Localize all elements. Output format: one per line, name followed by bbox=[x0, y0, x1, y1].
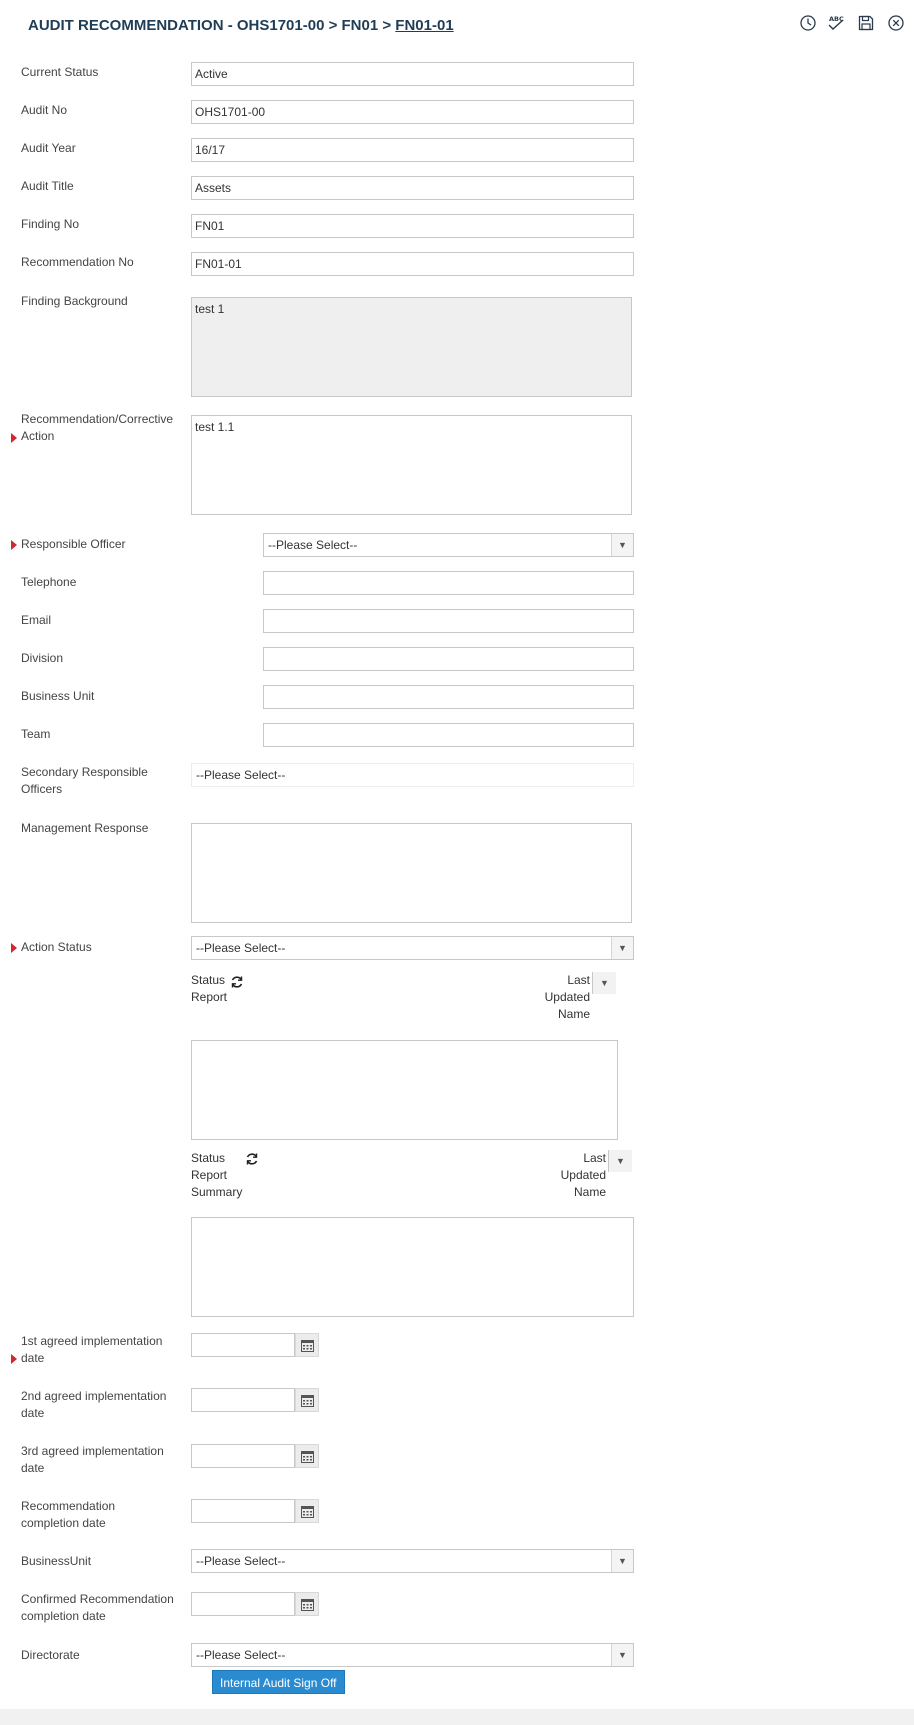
recommendation-no-field[interactable]: FN01-01 bbox=[191, 252, 634, 276]
required-marker bbox=[11, 1354, 17, 1364]
responsible-officer-value: --Please Select-- bbox=[268, 538, 358, 552]
chevron-down-icon[interactable]: ▼ bbox=[611, 937, 633, 959]
finding-background-textarea[interactable]: test 1 bbox=[191, 297, 632, 397]
calendar-icon[interactable] bbox=[295, 1333, 319, 1357]
spellcheck-icon[interactable] bbox=[826, 13, 846, 33]
chevron-down-icon[interactable]: ▼ bbox=[592, 972, 616, 994]
current-status-label: Current Status bbox=[21, 65, 99, 79]
confirmed-completion-date-label: Confirmed Recommendation completion date bbox=[21, 1592, 174, 1623]
secondary-officers-label: Secondary Responsible Officers bbox=[21, 765, 148, 796]
audit-title-label: Audit Title bbox=[21, 179, 74, 193]
audit-year-field[interactable]: 16/17 bbox=[191, 138, 634, 162]
management-response-label: Management Response bbox=[21, 821, 149, 835]
audit-no-field[interactable]: OHS1701-00 bbox=[191, 100, 634, 124]
responsible-officer-select[interactable] bbox=[263, 533, 634, 557]
completion-date-label: Recommendation completion date bbox=[21, 1499, 116, 1530]
finding-no-label: Finding No bbox=[21, 217, 80, 231]
division-field[interactable] bbox=[263, 647, 634, 671]
calendar-icon[interactable] bbox=[295, 1499, 319, 1523]
audit-year-label: Audit Year bbox=[21, 141, 76, 155]
calendar-icon[interactable] bbox=[295, 1444, 319, 1468]
chevron-down-icon[interactable]: ▼ bbox=[611, 534, 633, 556]
responsible-officer-label: Responsible Officer bbox=[21, 537, 126, 551]
telephone-label: Telephone bbox=[21, 575, 77, 589]
business-unit-label: Business Unit bbox=[21, 689, 95, 703]
email-label: Email bbox=[21, 613, 52, 627]
status-report-column-header[interactable]: Status Report bbox=[191, 973, 228, 1004]
secondary-officers-multiselect[interactable]: --Please Select-- bbox=[191, 763, 634, 787]
team-label: Team bbox=[21, 727, 51, 741]
team-field[interactable] bbox=[263, 723, 634, 747]
second-implementation-date-input[interactable] bbox=[191, 1388, 295, 1412]
action-status-label: Action Status bbox=[21, 940, 92, 954]
required-marker bbox=[11, 540, 17, 550]
second-implementation-date-label: 2nd agreed implementation date bbox=[21, 1389, 167, 1420]
completion-date-input[interactable] bbox=[191, 1499, 295, 1523]
status-report-summary-grid[interactable] bbox=[191, 1217, 634, 1317]
page-title bbox=[28, 17, 454, 34]
business-unit-select-label: BusinessUnit bbox=[21, 1554, 92, 1568]
action-status-value: --Please Select-- bbox=[196, 941, 286, 955]
page-header bbox=[0, 0, 914, 50]
audit-no-label: Audit No bbox=[21, 103, 68, 117]
division-label: Division bbox=[21, 651, 64, 665]
business-unit-field[interactable] bbox=[263, 685, 634, 709]
status-report-grid[interactable] bbox=[191, 1040, 618, 1140]
third-implementation-date-label: 3rd agreed implementation date bbox=[21, 1444, 164, 1475]
first-implementation-date-label: 1st agreed implementation date bbox=[21, 1334, 163, 1365]
title-breadcrumb: AUDIT RECOMMENDATION - OHS1701-00 > FN01 > bbox=[28, 17, 396, 34]
business-unit-select[interactable] bbox=[191, 1549, 634, 1573]
refresh-icon[interactable] bbox=[230, 975, 244, 989]
chevron-down-icon[interactable]: ▼ bbox=[611, 1644, 633, 1666]
third-implementation-date-input[interactable] bbox=[191, 1444, 295, 1468]
required-marker bbox=[11, 943, 17, 953]
recommendation-action-textarea[interactable]: test 1.1 bbox=[191, 415, 632, 515]
first-implementation-date-input[interactable] bbox=[191, 1333, 295, 1357]
chevron-down-icon[interactable]: ▼ bbox=[608, 1150, 632, 1172]
last-updated-name-column-header[interactable]: Last Updated Name bbox=[560, 1151, 606, 1199]
svg-text:ABC: ABC bbox=[829, 15, 844, 23]
footer-bar bbox=[0, 1709, 914, 1725]
directorate-select[interactable] bbox=[191, 1643, 634, 1667]
current-status-field[interactable]: Active bbox=[191, 62, 634, 86]
recommendation-no-label: Recommendation No bbox=[21, 255, 134, 269]
action-status-select[interactable] bbox=[191, 936, 634, 960]
save-icon[interactable] bbox=[856, 13, 876, 33]
required-marker bbox=[11, 433, 17, 443]
history-icon[interactable] bbox=[798, 13, 818, 33]
recommendation-action-label: Recommendation/Corrective Action bbox=[21, 412, 174, 443]
confirmed-completion-date-input[interactable] bbox=[191, 1592, 295, 1616]
management-response-textarea[interactable] bbox=[191, 823, 632, 923]
finding-background-label: Finding Background bbox=[21, 294, 128, 308]
telephone-field[interactable] bbox=[263, 571, 634, 595]
directorate-value: --Please Select-- bbox=[196, 1648, 286, 1662]
internal-audit-sign-off-button[interactable]: Internal Audit Sign Off bbox=[212, 1670, 345, 1694]
last-updated-name-column-header[interactable]: Last Updated Name bbox=[544, 973, 590, 1021]
directorate-label: Directorate bbox=[21, 1648, 80, 1662]
refresh-icon[interactable] bbox=[245, 1152, 259, 1166]
business-unit-select-value: --Please Select-- bbox=[196, 1554, 286, 1568]
calendar-icon[interactable] bbox=[295, 1592, 319, 1616]
breadcrumb-link-recommendation[interactable]: FN01-01 bbox=[395, 17, 454, 34]
chevron-down-icon[interactable]: ▼ bbox=[611, 1550, 633, 1572]
calendar-icon[interactable] bbox=[295, 1388, 319, 1412]
email-field[interactable] bbox=[263, 609, 634, 633]
close-icon[interactable] bbox=[886, 13, 906, 33]
audit-title-field[interactable]: Assets bbox=[191, 176, 634, 200]
status-report-summary-column-header[interactable]: Status Report Summary bbox=[191, 1151, 243, 1199]
finding-no-field[interactable]: FN01 bbox=[191, 214, 634, 238]
